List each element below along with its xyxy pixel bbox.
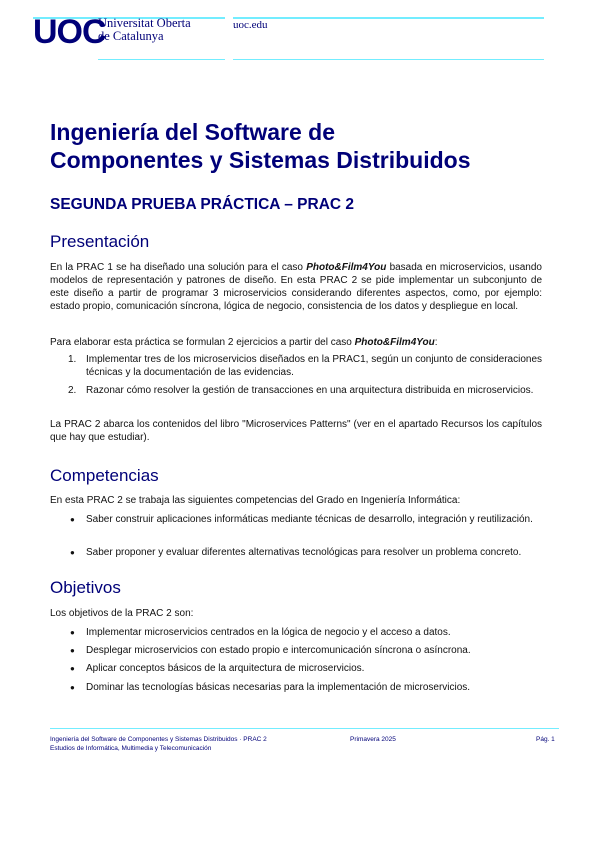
competencias-intro: En esta PRAC 2 se trabaja las siguientes competencias del Grado en Ingeniería Informática: — [50, 495, 461, 506]
footer-line — [50, 728, 559, 729]
bullet-icon: ● — [70, 646, 75, 655]
list-text: Razonar cómo resolver la gestión de transacciones en una arquitectura distribuida en microservicios. — [86, 385, 534, 396]
list-item — [68, 644, 542, 657]
p1-text-b: basada en microservicios, usando modelos de representación y patrones de diseño. En esta PRAC 2 se pide implementar un subconjunto de este diseño a partir de programar 3 microservicios considerando diferentes aspectos, como, por ejemplo: estado propio, comunicación síncrona, lógica de negocio, consistencia de los datos y despliegue en local. — [50, 262, 542, 312]
footer-studies: Estudios de Informática, Multimedia y Telecomunicación — [50, 745, 212, 752]
presentacion-paragraph-3: La PRAC 2 abarca los contenidos del libro "Microservices Patterns" (ver en el apartado Recursos los capítulos que hay que estudiar). — [50, 419, 542, 443]
presentacion-heading: Presentación — [50, 232, 150, 251]
objetivos-heading: Objetivos — [50, 578, 121, 597]
website-link[interactable]: uoc.edu — [233, 19, 268, 31]
list-text: Saber proponer y evaluar diferentes alternativas tecnológicas para resolver un problema concreto. — [86, 547, 522, 558]
page-title-line1: Ingeniería del Software de — [50, 119, 336, 145]
page-title-line2: Componentes y Sistemas Distribuidos — [50, 147, 471, 173]
objetivos-intro: Los objetivos de la PRAC 2 son: — [50, 608, 194, 619]
header-line-bottom — [98, 59, 225, 60]
list-item — [68, 626, 542, 639]
p1-text-a: En la PRAC 1 se ha diseñado una solución para el caso — [50, 262, 307, 273]
page-subtitle: SEGUNDA PRUEBA PRÁCTICA – PRAC 2 — [50, 196, 355, 213]
university-name-line2: de Catalunya — [98, 29, 164, 43]
presentacion-paragraph-1 — [50, 261, 542, 313]
bullet-icon: ● — [70, 664, 75, 673]
list-item — [68, 681, 542, 694]
uoc-logo: UOC — [33, 13, 106, 51]
p2-text-a: Para elaborar esta práctica se formulan 2 ejercicios a partir del caso — [50, 337, 355, 348]
bullet-icon: ● — [70, 515, 75, 524]
p2-text-b: : — [434, 337, 438, 348]
case-name: Photo&Film4You — [306, 262, 387, 273]
list-text: Dominar las tecnologías básicas necesarias para la implementación de microservicios. — [86, 682, 471, 693]
university-name-line1: Universitat Oberta — [98, 16, 191, 30]
list-item — [68, 384, 542, 397]
list-text: Implementar microservicios centrados en la lógica de negocio y el acceso a datos. — [86, 627, 451, 638]
footer-course-info — [50, 735, 267, 753]
page-title — [50, 118, 470, 174]
list-text: Desplegar microservicios con estado propio e intercomunicación síncrona o asíncrona. — [86, 645, 471, 656]
header-line-bottom-right — [233, 59, 544, 60]
list-item — [68, 513, 542, 526]
list-text: Aplicar conceptos básicos de la arquitectura de microservicios. — [86, 663, 365, 674]
case-name-2: Photo&Film4You — [354, 337, 435, 348]
list-number: 1. — [68, 354, 77, 365]
list-number: 2. — [68, 385, 77, 396]
list-item — [68, 546, 542, 559]
list-item — [68, 353, 542, 379]
bullet-icon: ● — [70, 683, 75, 692]
university-name — [98, 17, 191, 43]
list-text: Saber construir aplicaciones informáticas mediante técnicas de desarrollo, integración y reutilización. — [86, 514, 533, 525]
footer-semester: Primavera 2025 — [350, 736, 396, 743]
list-text: Implementar tres de los microservicios diseñados en la PRAC1, según un conjunto de consideraciones técnicas y la documentación de las evidencias. — [86, 354, 542, 378]
presentacion-paragraph-2 — [50, 336, 542, 349]
footer-page-number: Pág. 1 — [536, 736, 555, 743]
bullet-icon: ● — [70, 548, 75, 557]
competencias-heading: Competencias — [50, 466, 159, 485]
footer-course: Ingeniería del Software de Componentes y Sistemas Distribuidos · PRAC 2 — [50, 736, 267, 743]
bullet-icon: ● — [70, 628, 75, 637]
header-line-right — [233, 17, 544, 19]
list-item — [68, 662, 542, 675]
